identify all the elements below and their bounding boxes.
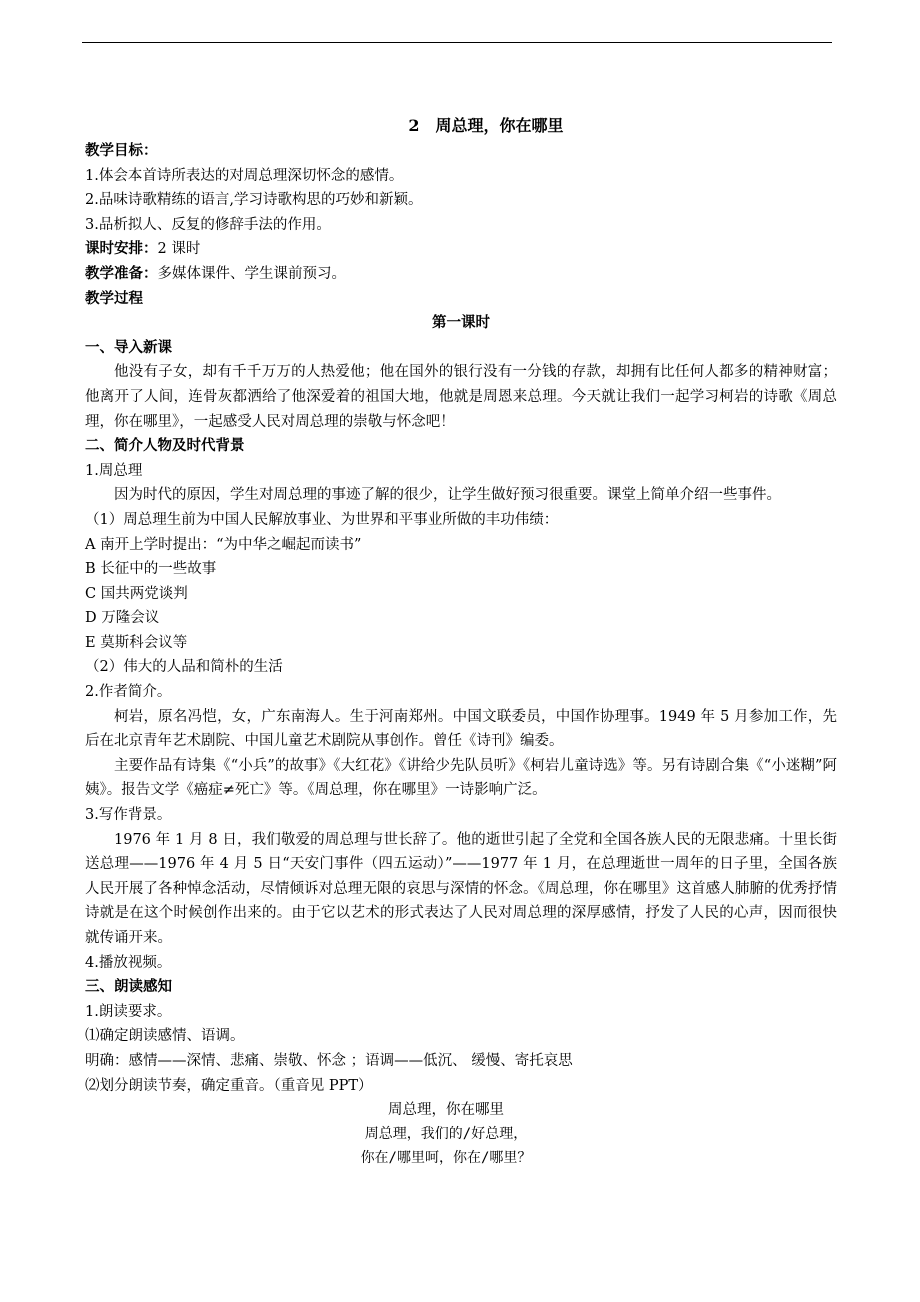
poem-line: 周总理，我们的/好总理， <box>364 1126 528 1143</box>
goal-item: 2.品味诗歌精练的语言,学习诗歌构思的巧妙和新颖。 <box>85 192 423 209</box>
schedule-value: 2 课时 <box>157 241 201 258</box>
reading-requirements: 1.朗读要求。 <box>85 1003 172 1020</box>
zhou-paragraph: 因为时代的原因，学生对周总理的事迹了解的很少，让学生做好预习很重要。课堂上简单介绍一些事件。 <box>114 487 781 504</box>
works-paragraph: 主要作品有诗集《“小兵”的故事》《大红花》《讲给少先队员听》《柯岩儿童诗选》等。另有诗剧合集《“小迷糊”阿姨》。报告文学《癌症≠死亡》等。《周总理，你在哪里》一诗影响广泛。 <box>85 757 837 799</box>
subheading-author: 2.作者简介。 <box>85 684 172 701</box>
goal-item: 1.体会本首诗所表达的对周总理深切怀念的感情。 <box>85 167 404 184</box>
author-paragraph: 柯岩，原名冯恺，女，广东南海人。生于河南郑州。中国文联委员，中国作协理事。1949 年 5 月参加工作，先后在北京青年艺术剧院、中国儿童艺术剧院从事创作。曾任《诗刊》编委。 <box>85 708 837 750</box>
poem-excerpt <box>85 1098 837 1170</box>
goals-heading: 教学目标： <box>85 142 158 159</box>
poem-line: 你在/哪里呵，你在/哪里？ <box>360 1150 532 1167</box>
reading-point-2: ⑵划分朗读节奏，确定重音。（重音见 PPT） <box>85 1077 373 1094</box>
subheading-video: 4.播放视频。 <box>85 954 172 971</box>
prep-value: 多媒体课件、学生课前预习。 <box>157 265 346 282</box>
event-item: B 长征中的一些故事 <box>85 561 217 578</box>
subheading-zhou: 1.周总理 <box>85 462 143 479</box>
background-paragraph: 1976 年 1 月 8 日，我们敬爱的周总理与世长辞了。他的逝世引起了全党和全国各族人民的无限悲痛。十里长街送总理——1976 年 4 月 5 日“天安门事件（四五运动）”——1977 年 1 月，在总理逝世一周年的日子里，全国各族人民开展了各种悼念活动，尽情倾诉对总理无限的哀思与深情的怀念。《周总理，你在哪里》这首感人肺腑的优秀抒情诗就是在这个时候创作出来的。由于它以艺术的形式表达了人民对周总理的深厚感情，抒发了人民的心声，因而很快就传诵开来。 <box>85 831 837 946</box>
document-body <box>85 115 837 1170</box>
header-rule <box>82 42 832 43</box>
event-item: D 万隆会议 <box>85 610 160 627</box>
section2-heading: 二、简介人物及时代背景 <box>85 437 245 455</box>
event-item: E 莫斯科会议等 <box>85 634 188 651</box>
page-title: 2 周总理，你在哪里 <box>408 116 564 135</box>
schedule-label: 课时安排： <box>85 240 158 258</box>
subheading-background: 3.写作背景。 <box>85 807 172 824</box>
character-point: （2）伟大的人品和简朴的生活 <box>85 659 283 676</box>
process-heading: 教学过程 <box>85 289 143 307</box>
achievements-point: （1）周总理生前为中国人民解放事业、为世界和平事业所做的丰功伟绩： <box>85 511 559 528</box>
clarify-line: 明确：感情——深情、悲痛、崇敬、怀念 ；语调——低沉、 缓慢、寄托哀思 <box>85 1052 573 1069</box>
section1-heading: 一、导入新课 <box>85 338 172 356</box>
goal-item: 3.品析拟人、反复的修辞手法的作用。 <box>85 216 331 233</box>
section3-heading: 三、朗读感知 <box>85 978 172 996</box>
event-item: C 国共两党谈判 <box>85 585 188 602</box>
event-item: A 南开上学时提出：“为中华之崛起而读书” <box>85 536 362 553</box>
section1-paragraph: 他没有子女，却有千千万万的人热爱他；他在国外的银行没有一分钱的存款，却拥有比任何人都多的精神财富；他离开了人间，连骨灰都洒给了他深爱着的祖国大地，他就是周恩来总理。今天就让我们一起学习柯岩的诗歌《周总理，你在哪里》，一起感受人民对周总理的崇敬与怀念吧！ <box>85 364 837 430</box>
prep-label: 教学准备： <box>85 264 158 282</box>
prep-line <box>85 262 837 287</box>
lesson-title: 第一课时 <box>432 314 490 332</box>
reading-point-1: ⑴确定朗读感情、语调。 <box>85 1028 245 1045</box>
schedule-line <box>85 237 837 262</box>
poem-title: 周总理，你在哪里 <box>388 1102 504 1119</box>
